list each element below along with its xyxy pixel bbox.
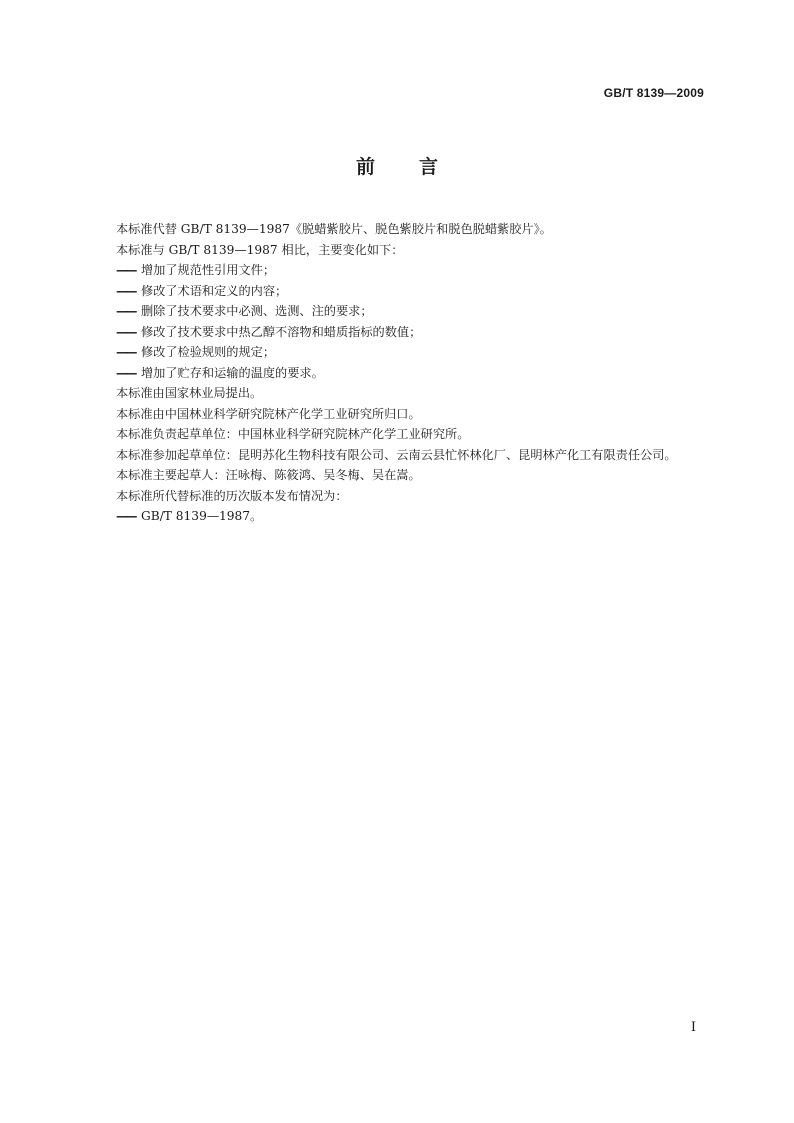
dash-marker: —— [116,263,135,277]
paragraph-changes-intro [92,240,704,261]
dash-marker: —— [116,365,135,380]
dash-marker: —— [116,509,135,523]
paragraph-text: 本标准主要起草人：汪咏梅、陈筱鸿、吴冬梅、吴在嵩。 [116,468,421,482]
list-item [92,281,704,302]
paragraph-drafters [92,465,704,486]
list-item [92,301,704,322]
list-item-text: 增加了贮存和运输的温度的要求。 [141,365,324,380]
list-item [92,506,704,527]
paragraph-history-intro [92,486,704,507]
list-item-text: 修改了检验规则的规定； [141,345,276,359]
paragraph-text: 本标准与 GB/T 8139—1987 相比，主要变化如下： [116,242,404,257]
page-title: 前言 [355,156,482,178]
page-number: I [690,1020,696,1035]
list-item [92,363,704,384]
paragraph-text: 本标准参加起草单位：昆明苏化生物科技有限公司、云南云县忙怀林化厂、昆明林产化工有限责任公司。 [116,447,677,462]
dash-marker: —— [116,304,135,318]
document-body [92,219,704,527]
paragraph-text: 本标准所代替标准的历次版本发布情况为： [116,488,348,503]
paragraph-replaces [92,219,704,240]
list-item [92,342,704,363]
paragraph-responsible [92,404,704,425]
paragraph-proposer [92,383,704,404]
paragraph-drafting-unit [92,424,704,445]
list-item-text: 修改了术语和定义的内容； [141,283,288,298]
list-item-text: 增加了规范性引用文件； [141,263,276,277]
paragraph-text: 本标准由国家林业局提出。 [116,386,263,400]
paragraph-text: 本标准负责起草单位：中国林业科学研究院林产化学工业研究所。 [116,427,470,441]
paragraph-text: 本标准由中国林业科学研究院林产化学工业研究所归口。 [116,406,421,421]
list-item-text: 删除了技术要求中必测、选测、注的要求； [141,304,373,318]
dash-marker: —— [116,324,135,339]
standard-code: GB/T 8139—2009 [603,86,704,100]
dash-marker: —— [116,283,135,298]
list-item-text: 修改了技术要求中热乙醇不溶物和蜡质指标的数值； [141,324,422,339]
list-item [92,260,704,281]
dash-marker: —— [116,345,135,359]
list-item-text: GB/T 8139—1987。 [141,509,263,523]
list-item [92,322,704,343]
paragraph-text: 本标准代替 GB/T 8139—1987《脱蜡紫胶片、脱色紫胶片和脱色脱蜡紫胶片》。 [116,222,552,236]
paragraph-participating-units [92,445,704,466]
